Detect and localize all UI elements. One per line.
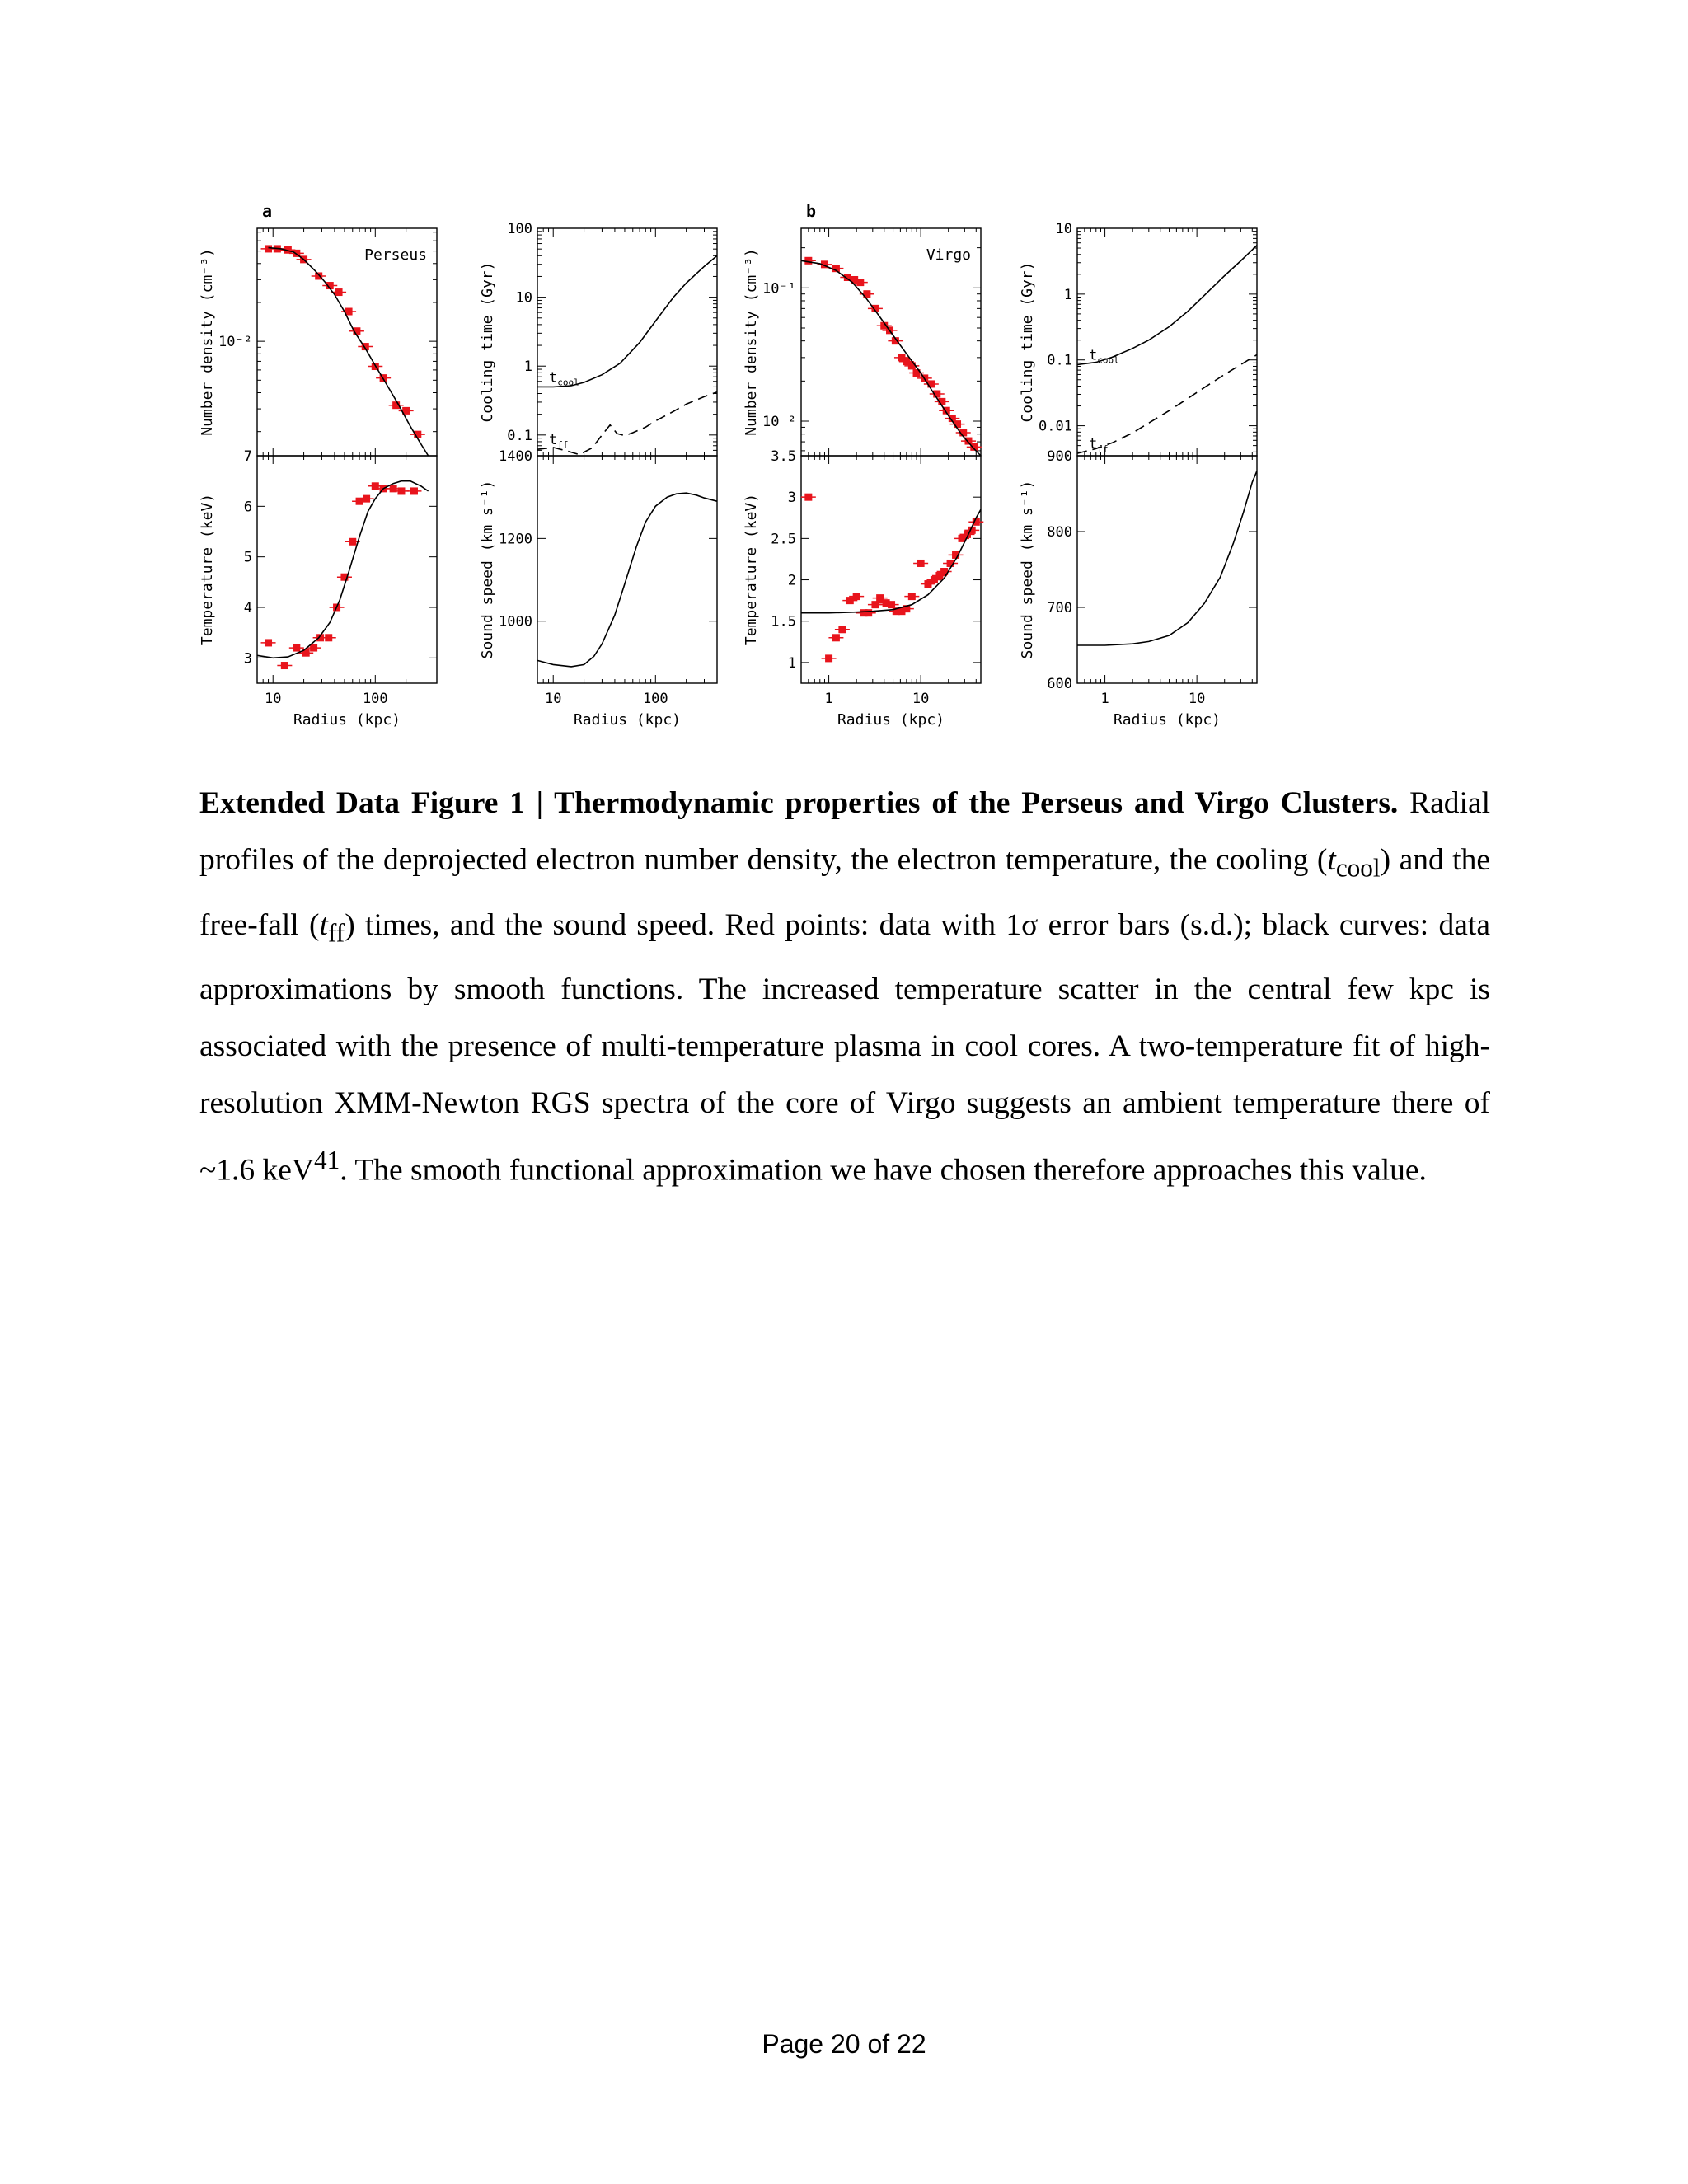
- y-tick-label: 3: [787, 490, 796, 507]
- data-point: [349, 538, 356, 546]
- x-tick-label: 100: [362, 691, 388, 707]
- fit-curve: [269, 248, 429, 456]
- plot-panel-3: [257, 456, 437, 683]
- data-point: [265, 639, 272, 646]
- y-tick-label: 0.1: [1047, 352, 1072, 369]
- tcool-label: [549, 369, 579, 387]
- y-tick-label: 1.5: [771, 613, 796, 630]
- tff-curve: [1077, 354, 1257, 453]
- y-axis-label: Sound speed (km s⁻¹): [479, 480, 496, 659]
- y-tick-label: 1000: [499, 613, 532, 630]
- x-axis-label: Radius (kpc): [837, 711, 945, 729]
- y-tick-label: 1: [787, 654, 796, 672]
- x-axis-label: Radius (kpc): [293, 711, 401, 729]
- x-tick-label: 10: [912, 691, 930, 707]
- data-point: [335, 288, 343, 296]
- y-tick-label: 600: [1047, 676, 1072, 692]
- y-tick-label: 10: [515, 289, 532, 307]
- tff-label: [1089, 436, 1109, 454]
- tcool-curve: [537, 255, 717, 387]
- x-tick-label: 10: [1188, 691, 1206, 707]
- y-tick-label: 900: [1047, 448, 1072, 465]
- y-tick-label: 100: [507, 221, 532, 237]
- plot-panel-4: [537, 456, 717, 683]
- data-point: [871, 601, 879, 608]
- plot-frame: [1077, 228, 1257, 456]
- y-tick-label: 700: [1047, 600, 1072, 616]
- plot-panel-6: [1077, 228, 1257, 456]
- data-point: [917, 560, 925, 567]
- y-tick-label: 3: [243, 650, 252, 668]
- plot-panel-7: [801, 456, 983, 683]
- fit-curve: [257, 481, 429, 658]
- curve-label-t: t: [549, 432, 558, 449]
- y-tick-label: 2.5: [771, 531, 796, 548]
- y-tick-label: 4: [243, 600, 252, 616]
- x-tick-label: 1: [824, 691, 833, 707]
- data-point: [908, 593, 916, 600]
- curve-label-subscript: ff: [557, 439, 569, 451]
- y-tick-label: 800: [1047, 524, 1072, 541]
- y-tick-label: 1: [523, 359, 532, 376]
- y-tick-label: 10: [1055, 221, 1072, 237]
- y-tick-label: 1200: [499, 531, 532, 548]
- data-point: [325, 634, 332, 641]
- panel-letter-a: a: [262, 201, 273, 221]
- data-point: [832, 634, 840, 641]
- plot-frame: [801, 456, 981, 683]
- fit-curve: [537, 493, 717, 667]
- x-tick-label: 10: [544, 691, 562, 707]
- reference-superscript: 41: [314, 1146, 340, 1174]
- y-tick-label: 10⁻²: [762, 414, 796, 431]
- data-point: [363, 495, 370, 503]
- caption-paragraph: [199, 775, 1490, 1199]
- y-axis-label: Number density (cm⁻³): [743, 248, 760, 436]
- caption-text-1: Radial profiles of the deprojected electron number density, the electron temperature, the cooling (: [199, 786, 1491, 877]
- data-point: [310, 644, 317, 652]
- data-point: [856, 279, 864, 286]
- y-axis-label: Temperature (keV): [199, 493, 216, 646]
- plot-panel-2: [537, 228, 717, 456]
- curve-label-t: t: [1089, 436, 1098, 453]
- data-point: [888, 601, 895, 608]
- caption-text-4: . The smooth functional approximation we have chosen therefore approaches this value.: [340, 1153, 1427, 1188]
- y-axis-label: Temperature (keV): [743, 493, 760, 646]
- y-axis-label: Cooling time (Gyr): [479, 261, 496, 423]
- x-tick-label: 1: [1100, 691, 1109, 707]
- curve-label-subscript: ff: [1097, 443, 1109, 455]
- y-tick-label: 2: [787, 572, 796, 589]
- figure-caption: [199, 775, 1490, 1199]
- plot-frame: [1077, 456, 1257, 683]
- y-tick-label: 3.5: [771, 448, 796, 465]
- tcool-symbol: t: [1327, 843, 1336, 877]
- tff-subscript: ff: [327, 918, 345, 947]
- tcool-curve: [1077, 246, 1257, 365]
- y-tick-label: 5: [243, 549, 252, 566]
- data-point: [804, 494, 812, 501]
- tff-symbol: t: [319, 907, 328, 942]
- figure-plots: [198, 194, 1302, 750]
- data-point: [927, 380, 935, 387]
- figure: [198, 194, 1302, 750]
- x-axis-label: Radius (kpc): [1113, 711, 1221, 729]
- y-axis-label: Sound speed (km s⁻¹): [1019, 480, 1036, 659]
- data-point: [838, 626, 846, 633]
- plot-frame: [537, 228, 717, 456]
- y-tick-label: 10⁻¹: [762, 280, 796, 298]
- curve-label-subscript: cool: [557, 377, 579, 388]
- fit-curve: [1077, 471, 1257, 645]
- data-point: [853, 593, 860, 600]
- plot-frame: [537, 456, 717, 683]
- tcool-subscript: cool: [1335, 853, 1381, 883]
- y-tick-label: 1: [1063, 286, 1072, 303]
- y-axis-label: Cooling time (Gyr): [1019, 261, 1036, 423]
- page-number: Page 20 of 22: [762, 2029, 926, 2059]
- y-tick-label: 1400: [499, 448, 532, 465]
- curve-label-t: t: [549, 369, 558, 387]
- caption-text-3: ) times, and the sound speed. Red points: data with 1σ error bars (s.d.); black curves: data approximations by smooth functions. The increased temperature scatter in the central few kpc is associated with the presence of multi-temperature plasma in cool cores. A two-temperature fit of high-resolution XMM-Newton RGS spectra of the core of Virgo suggests an ambient temperature there of ~1.6 keV: [199, 907, 1490, 1188]
- caption-title: Extended Data Figure 1 | Thermodynamic properties of the Perseus and Virgo Clusters.: [199, 786, 1399, 820]
- y-tick-label: 0.01: [1039, 418, 1072, 435]
- curve-label-t: t: [1089, 347, 1098, 364]
- plot-frame: [257, 456, 437, 683]
- data-point: [846, 597, 854, 604]
- y-tick-label: 0.1: [507, 427, 532, 444]
- tff-label: [549, 432, 569, 450]
- y-tick-label: 6: [243, 499, 252, 516]
- data-point: [293, 644, 300, 652]
- x-axis-label: Radius (kpc): [573, 711, 682, 729]
- y-axis-label: Number density (cm⁻³): [199, 248, 216, 436]
- fit-curve: [801, 509, 981, 613]
- data-point: [908, 362, 916, 369]
- curve-label-subscript: cool: [1097, 354, 1119, 366]
- caption-text-2: ) and the free-fall (: [199, 843, 1490, 942]
- data-point: [281, 662, 288, 669]
- data-point: [397, 487, 405, 494]
- tcool-label: [1089, 347, 1119, 365]
- data-point: [410, 487, 418, 494]
- data-point: [865, 609, 872, 616]
- x-tick-label: 100: [642, 691, 668, 707]
- data-point: [825, 654, 832, 662]
- cluster-name: Perseus: [364, 246, 427, 264]
- plot-panel-8: [1077, 456, 1257, 683]
- panel-letter-b: b: [806, 201, 817, 221]
- data-point: [804, 257, 812, 265]
- cluster-name: Virgo: [926, 246, 971, 264]
- y-tick-label: 10⁻²: [218, 334, 252, 351]
- x-tick-label: 10: [264, 691, 282, 707]
- y-tick-label: 7: [243, 448, 252, 465]
